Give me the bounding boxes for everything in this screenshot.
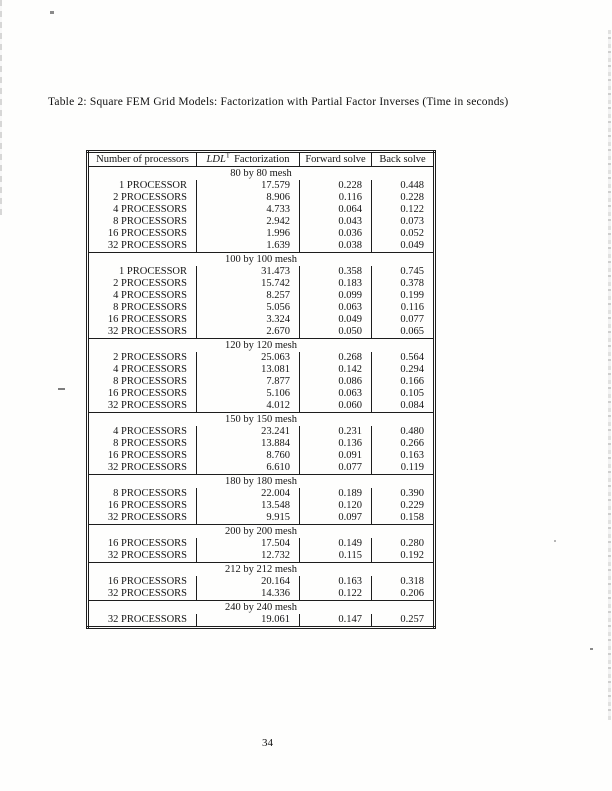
- forward-solve-time-cell: 0.358: [300, 266, 372, 278]
- table-row: [88, 488, 435, 500]
- back-solve-time-cell: 0.084: [400, 400, 424, 411]
- factorization-time-cell: 19.061: [197, 614, 300, 628]
- ldl-math-text: LDL: [206, 154, 226, 165]
- table-row: [88, 314, 435, 326]
- back-solve-time-cell: 0.116: [400, 302, 424, 313]
- mesh-section-title-row: [88, 339, 435, 353]
- forward-solve-time-cell: 0.149: [300, 538, 372, 550]
- mesh-section-title-row: [88, 525, 435, 539]
- forward-solve-time-cell: 0.183: [300, 278, 372, 290]
- page-number: 34: [262, 737, 273, 749]
- mesh-section-title: 212 by 212 mesh: [88, 563, 435, 577]
- scan-speck: [590, 648, 593, 650]
- header-back-solve: Back solve: [372, 152, 435, 167]
- table-row: [88, 352, 435, 364]
- factorization-time-cell: 20.164: [197, 576, 300, 588]
- table-row: [88, 576, 435, 588]
- factorization-time-cell: 31.473: [197, 266, 300, 278]
- table-row: [88, 614, 435, 628]
- factorization-time-cell: 14.336: [197, 588, 300, 601]
- back-solve-time-cell: 0.158: [400, 512, 424, 523]
- table-row: [88, 240, 435, 253]
- processor-count-cell: 2 PROCESSORS: [88, 192, 197, 204]
- table-row: [88, 180, 435, 192]
- factorization-time-cell: 1.996: [197, 228, 300, 240]
- back-solve-time-cell: 0.122: [400, 204, 424, 215]
- table-row: [88, 450, 435, 462]
- processor-count-cell: 32 PROCESSORS: [88, 462, 197, 475]
- forward-solve-time-cell: 0.268: [300, 352, 372, 364]
- forward-solve-time-cell: 0.064: [300, 204, 372, 216]
- mesh-section-title: 100 by 100 mesh: [88, 253, 435, 267]
- table-row: [88, 266, 435, 278]
- forward-solve-time-cell: 0.038: [300, 240, 372, 253]
- factorization-time-cell: 17.504: [197, 538, 300, 550]
- back-solve-time-cell: 0.206: [400, 588, 424, 599]
- header-ldlt-factorization: [197, 152, 300, 167]
- back-solve-time-cell: 0.199: [400, 290, 424, 301]
- factorization-time-cell: 8.906: [197, 192, 300, 204]
- processor-count-cell: 16 PROCESSORS: [88, 450, 197, 462]
- back-solve-time-cell: 0.229: [400, 500, 424, 511]
- forward-solve-time-cell: 0.116: [300, 192, 372, 204]
- back-solve-time-cell: 0.105: [400, 388, 424, 399]
- processor-count-cell: 4 PROCESSORS: [88, 426, 197, 438]
- back-solve-time-cell: 0.480: [400, 426, 424, 437]
- back-solve-time-cell: 0.163: [400, 450, 424, 461]
- factorization-time-cell: 2.670: [197, 326, 300, 339]
- forward-solve-time-cell: 0.228: [300, 180, 372, 192]
- processor-count-cell: 1 PROCESSOR: [88, 266, 197, 278]
- table-row: [88, 388, 435, 400]
- mesh-section-title: 80 by 80 mesh: [88, 167, 435, 181]
- processor-count-cell: 16 PROCESSORS: [88, 388, 197, 400]
- factorization-time-cell: 6.610: [197, 462, 300, 475]
- processor-count-cell: 16 PROCESSORS: [88, 314, 197, 326]
- factorization-time-cell: 1.639: [197, 240, 300, 253]
- back-solve-time-cell: 0.448: [400, 180, 424, 191]
- table-row: [88, 216, 435, 228]
- table-row: [88, 512, 435, 525]
- table-row: [88, 326, 435, 339]
- processor-count-cell: 8 PROCESSORS: [88, 438, 197, 450]
- back-solve-time-cell: 0.228: [400, 192, 424, 203]
- table-row: [88, 500, 435, 512]
- header-forward-solve: Forward solve: [300, 152, 372, 167]
- factorization-time-cell: 4.733: [197, 204, 300, 216]
- header-number-of-processors: Number of processors: [88, 152, 197, 167]
- processor-count-cell: 8 PROCESSORS: [88, 216, 197, 228]
- factorization-time-cell: 13.884: [197, 438, 300, 450]
- forward-solve-time-cell: 0.231: [300, 426, 372, 438]
- table-row: [88, 588, 435, 601]
- processor-count-cell: 32 PROCESSORS: [88, 326, 197, 339]
- back-solve-time-cell: 0.378: [400, 278, 424, 289]
- forward-solve-time-cell: 0.099: [300, 290, 372, 302]
- processor-count-cell: 2 PROCESSORS: [88, 352, 197, 364]
- scan-dash: [58, 388, 65, 390]
- factorization-time-cell: 5.056: [197, 302, 300, 314]
- back-solve-time-cell: 0.280: [400, 538, 424, 549]
- table-row: [88, 426, 435, 438]
- back-solve-time-cell: 0.266: [400, 438, 424, 449]
- table-row: [88, 290, 435, 302]
- processor-count-cell: 16 PROCESSORS: [88, 228, 197, 240]
- factorization-time-cell: 25.063: [197, 352, 300, 364]
- back-solve-time-cell: 0.119: [400, 462, 424, 473]
- forward-solve-time-cell: 0.050: [300, 326, 372, 339]
- table-row: [88, 550, 435, 563]
- back-solve-time-cell: 0.192: [400, 550, 424, 561]
- processor-count-cell: 32 PROCESSORS: [88, 614, 197, 628]
- factorization-time-cell: 7.877: [197, 376, 300, 388]
- processor-count-cell: 32 PROCESSORS: [88, 240, 197, 253]
- table-row: [88, 462, 435, 475]
- factorization-time-cell: 23.241: [197, 426, 300, 438]
- forward-solve-time-cell: 0.163: [300, 576, 372, 588]
- mesh-section-title-row: [88, 563, 435, 577]
- processor-count-cell: 1 PROCESSOR: [88, 180, 197, 192]
- forward-solve-time-cell: 0.049: [300, 314, 372, 326]
- factorization-time-cell: 22.004: [197, 488, 300, 500]
- mesh-section-title: 150 by 150 mesh: [88, 413, 435, 427]
- factorization-time-cell: 12.732: [197, 550, 300, 563]
- forward-solve-time-cell: 0.063: [300, 388, 372, 400]
- back-solve-time-cell: 0.052: [400, 228, 424, 239]
- processor-count-cell: 2 PROCESSORS: [88, 278, 197, 290]
- back-solve-time-cell: 0.077: [400, 314, 424, 325]
- back-solve-time-cell: 0.049: [400, 240, 424, 251]
- processor-count-cell: 32 PROCESSORS: [88, 588, 197, 601]
- mesh-section-title: 120 by 120 mesh: [88, 339, 435, 353]
- processor-count-cell: 4 PROCESSORS: [88, 204, 197, 216]
- table-row: [88, 438, 435, 450]
- back-solve-time-cell: 0.257: [400, 614, 424, 625]
- processor-count-cell: 16 PROCESSORS: [88, 576, 197, 588]
- mesh-section-title-row: [88, 253, 435, 267]
- scan-edge-streak: [0, 0, 2, 215]
- forward-solve-time-cell: 0.147: [300, 614, 372, 628]
- back-solve-time-cell: 0.390: [400, 488, 424, 499]
- processor-count-cell: 8 PROCESSORS: [88, 488, 197, 500]
- back-solve-time-cell: 0.166: [400, 376, 424, 387]
- table-row: [88, 400, 435, 413]
- forward-solve-time-cell: 0.142: [300, 364, 372, 376]
- factorization-time-cell: 9.915: [197, 512, 300, 525]
- processor-count-cell: 8 PROCESSORS: [88, 302, 197, 314]
- table-row: [88, 376, 435, 388]
- factorization-time-cell: 2.942: [197, 216, 300, 228]
- table-row: [88, 302, 435, 314]
- factorization-time-cell: 15.742: [197, 278, 300, 290]
- factorization-time-cell: 13.548: [197, 500, 300, 512]
- table-body: [88, 167, 435, 628]
- forward-solve-time-cell: 0.120: [300, 500, 372, 512]
- processor-count-cell: 32 PROCESSORS: [88, 512, 197, 525]
- factorization-time-cell: 5.106: [197, 388, 300, 400]
- processor-count-cell: 32 PROCESSORS: [88, 400, 197, 413]
- processor-count-cell: 16 PROCESSORS: [88, 500, 197, 512]
- ldl-superscript: T: [225, 151, 231, 160]
- mesh-section-title-row: [88, 601, 435, 615]
- forward-solve-time-cell: 0.060: [300, 400, 372, 413]
- scan-speck: [50, 11, 54, 14]
- back-solve-time-cell: 0.745: [400, 266, 424, 277]
- mesh-section-title: 180 by 180 mesh: [88, 475, 435, 489]
- back-solve-time-cell: 0.564: [400, 352, 424, 363]
- factorization-time-cell: 3.324: [197, 314, 300, 326]
- table-row: [88, 364, 435, 376]
- back-solve-time-cell: 0.294: [400, 364, 424, 375]
- back-solve-time-cell: 0.065: [400, 326, 424, 337]
- factorization-time-cell: 13.081: [197, 364, 300, 376]
- forward-solve-time-cell: 0.136: [300, 438, 372, 450]
- mesh-section-title: 240 by 240 mesh: [88, 601, 435, 615]
- forward-solve-time-cell: 0.063: [300, 302, 372, 314]
- forward-solve-time-cell: 0.091: [300, 450, 372, 462]
- processor-count-cell: 16 PROCESSORS: [88, 538, 197, 550]
- forward-solve-time-cell: 0.086: [300, 376, 372, 388]
- factorization-time-cell: 4.012: [197, 400, 300, 413]
- forward-solve-time-cell: 0.077: [300, 462, 372, 475]
- forward-solve-time-cell: 0.189: [300, 488, 372, 500]
- processor-count-cell: 4 PROCESSORS: [88, 290, 197, 302]
- table-row: [88, 278, 435, 290]
- factorization-time-cell: 8.257: [197, 290, 300, 302]
- fem-results-table: [86, 150, 436, 629]
- factorization-label: Factorization: [234, 154, 290, 165]
- mesh-section-title: 200 by 200 mesh: [88, 525, 435, 539]
- forward-solve-time-cell: 0.043: [300, 216, 372, 228]
- back-solve-time-cell: 0.073: [400, 216, 424, 227]
- table-row: [88, 538, 435, 550]
- table-row: [88, 228, 435, 240]
- mesh-section-title-row: [88, 413, 435, 427]
- back-solve-time-cell: 0.318: [400, 576, 424, 587]
- factorization-time-cell: 8.760: [197, 450, 300, 462]
- table-row: [88, 204, 435, 216]
- table-caption: Table 2: Square FEM Grid Models: Factorization with Partial Factor Inverses (Time in seconds): [48, 96, 509, 108]
- factorization-time-cell: 17.579: [197, 180, 300, 192]
- table-header-row: [88, 152, 435, 167]
- forward-solve-time-cell: 0.036: [300, 228, 372, 240]
- processor-count-cell: 32 PROCESSORS: [88, 550, 197, 563]
- processor-count-cell: 8 PROCESSORS: [88, 376, 197, 388]
- scan-speck: [554, 540, 556, 542]
- forward-solve-time-cell: 0.097: [300, 512, 372, 525]
- mesh-section-title-row: [88, 167, 435, 181]
- forward-solve-time-cell: 0.115: [300, 550, 372, 563]
- forward-solve-time-cell: 0.122: [300, 588, 372, 601]
- mesh-section-title-row: [88, 475, 435, 489]
- scan-edge-streak: [608, 30, 611, 720]
- processor-count-cell: 4 PROCESSORS: [88, 364, 197, 376]
- table-row: [88, 192, 435, 204]
